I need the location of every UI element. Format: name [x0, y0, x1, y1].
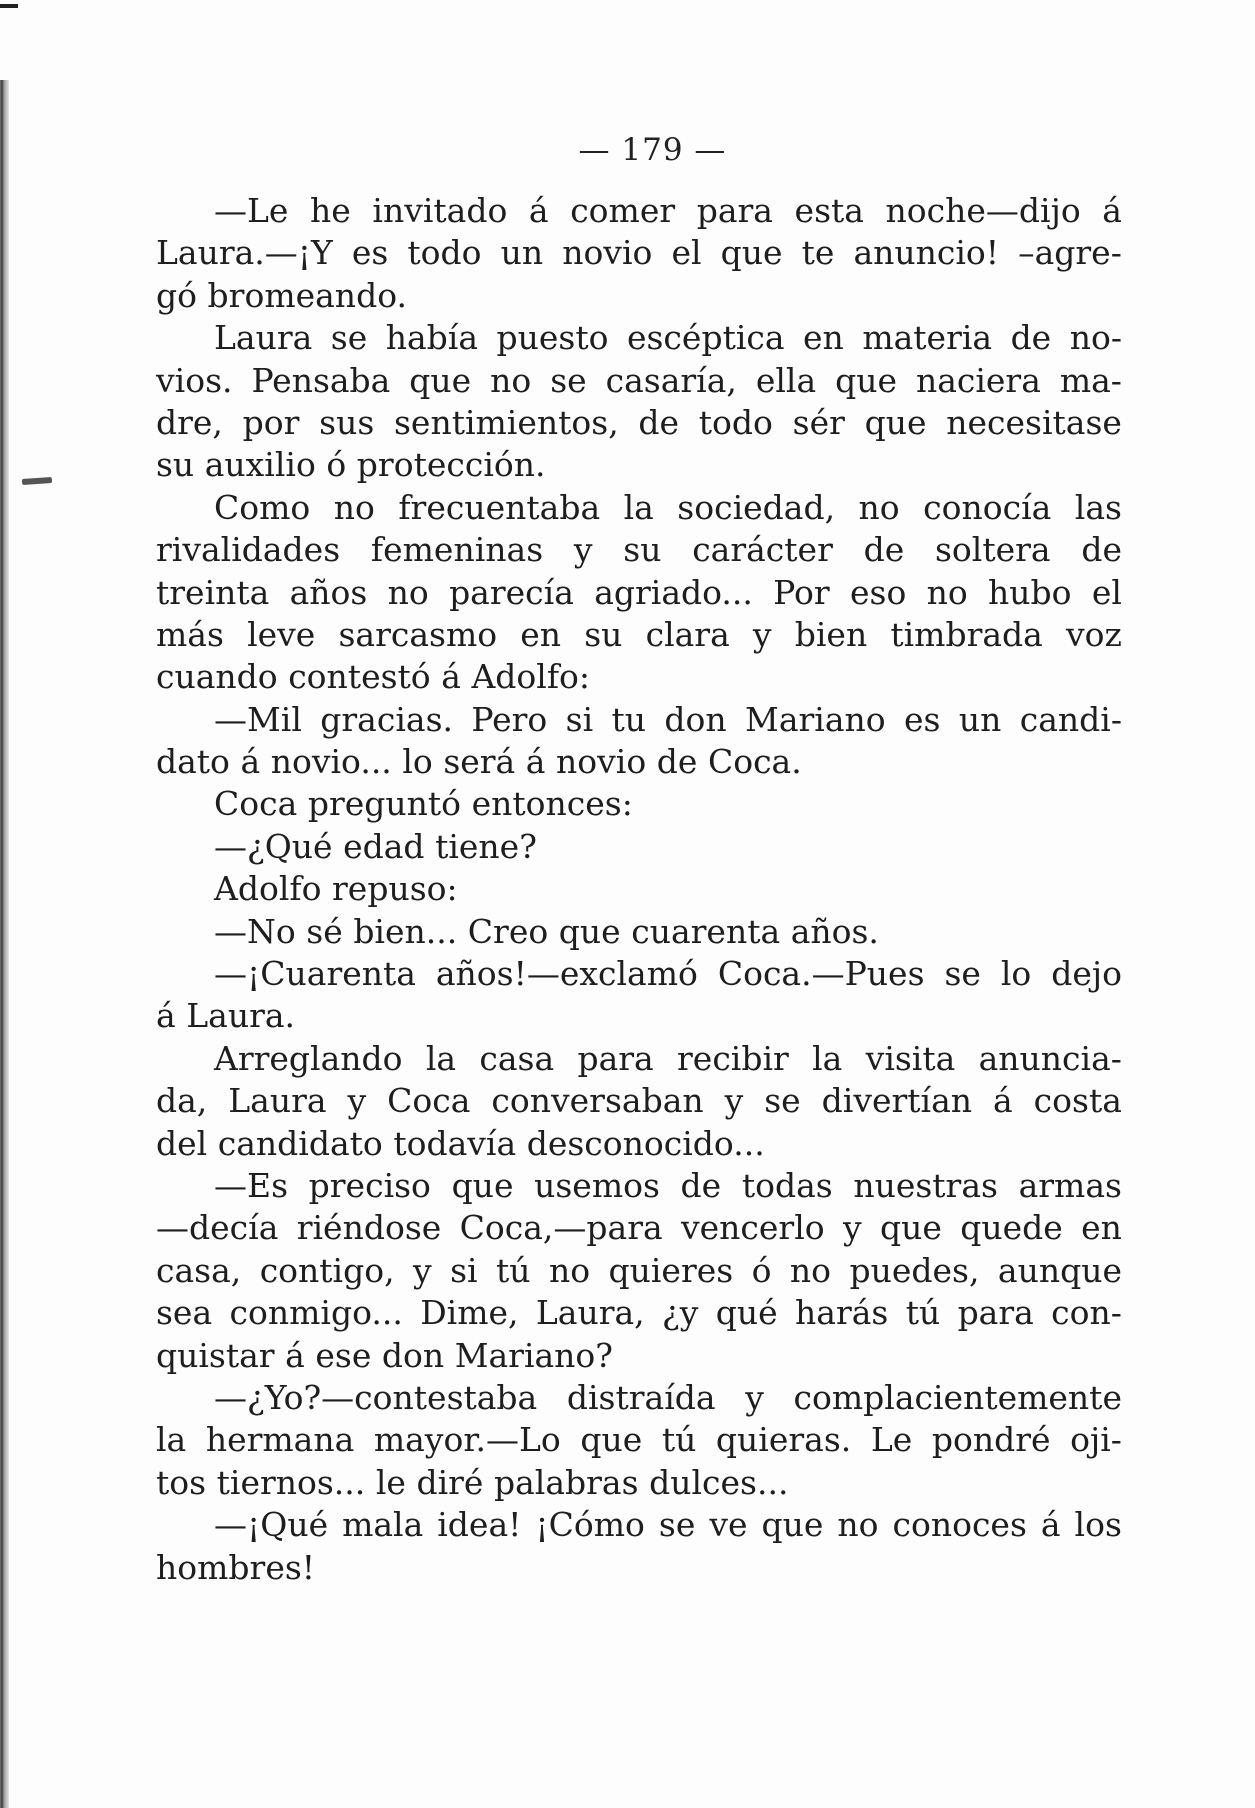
text-line: á Laura. — [156, 996, 296, 1036]
text-line: da, Laura y Coca conversaban y se divertían á costa — [156, 1081, 1122, 1121]
text-line: vios. Pensaba que no se casaría, ella que naciera ma- — [156, 360, 1122, 400]
text-line: Laura.—¡Y es todo un novio el que te anuncio! –agre- — [156, 233, 1122, 273]
text-line: casa, contigo, y si tú no quieres ó no puedes, aunque — [156, 1250, 1122, 1290]
text-line: dato á novio... lo será á novio de Coca. — [156, 742, 802, 782]
text-line: Coca preguntó entonces: — [214, 784, 633, 824]
text-line: —¡Cuarenta años!—exclamó Coca.—Pues se lo dejo — [214, 954, 1122, 994]
scan-corner-mark — [0, 4, 18, 8]
text-line: hombres! — [156, 1547, 316, 1587]
text-line: quistar á ese don Mariano? — [156, 1335, 613, 1375]
text-line: Laura se había puesto escéptica en materia de no- — [214, 318, 1122, 358]
binding-edge — [0, 80, 9, 1808]
text-line: Adolfo repuso: — [214, 869, 458, 909]
binding-mark — [22, 477, 52, 485]
text-line: su auxilio ó protección. — [156, 445, 546, 485]
text-line: del candidato todavía desconocido... — [156, 1123, 765, 1163]
text-line: más leve sarcasmo en su clara y bien timbrada voz — [156, 614, 1122, 654]
text-line: sea conmigo... Dime, Laura, ¿y qué harás tú para con- — [156, 1293, 1122, 1333]
text-line: treinta años no parecía agriado... Por eso no hubo el — [156, 572, 1122, 612]
text-line: —¿Qué edad tiene? — [214, 826, 537, 866]
text-line: —¿Yo?—contestaba distraída y complacientemente — [214, 1377, 1122, 1417]
text-line: la hermana mayor.—Lo que tú quieras. Le pondré oji- — [156, 1420, 1122, 1460]
text-line: Arreglando la casa para recibir la visita anuncia- — [214, 1038, 1122, 1078]
text-line: dre, por sus sentimientos, de todo sér que necesitase — [156, 402, 1122, 442]
text-line: —Le he invitado á comer para esta noche—dijo á — [214, 191, 1122, 230]
text-line: gó bromeando. — [156, 275, 407, 315]
text-line: —No sé bien... Creo que cuarenta años. — [214, 911, 879, 951]
text-line: —Es preciso que usemos de todas nuestras armas — [214, 1165, 1122, 1205]
page-number: — 179 — — [578, 132, 727, 168]
text-line: Como no frecuentaba la sociedad, no conocía las — [214, 487, 1122, 527]
text-line: rivalidades femeninas y su carácter de soltera de — [156, 530, 1122, 570]
text-line: tos tiernos... le diré palabras dulces... — [156, 1462, 789, 1502]
text-line: —¡Qué mala idea! ¡Cómo se ve que no conoces á los — [214, 1505, 1122, 1545]
text-line: —Mil gracias. Pero si tu don Mariano es un candi- — [214, 699, 1122, 739]
text-line: cuando contestó á Adolfo: — [156, 657, 591, 697]
body-text — [156, 190, 1122, 1589]
text-line: —decía riéndose Coca,—para vencerlo y que quede en — [156, 1208, 1122, 1248]
